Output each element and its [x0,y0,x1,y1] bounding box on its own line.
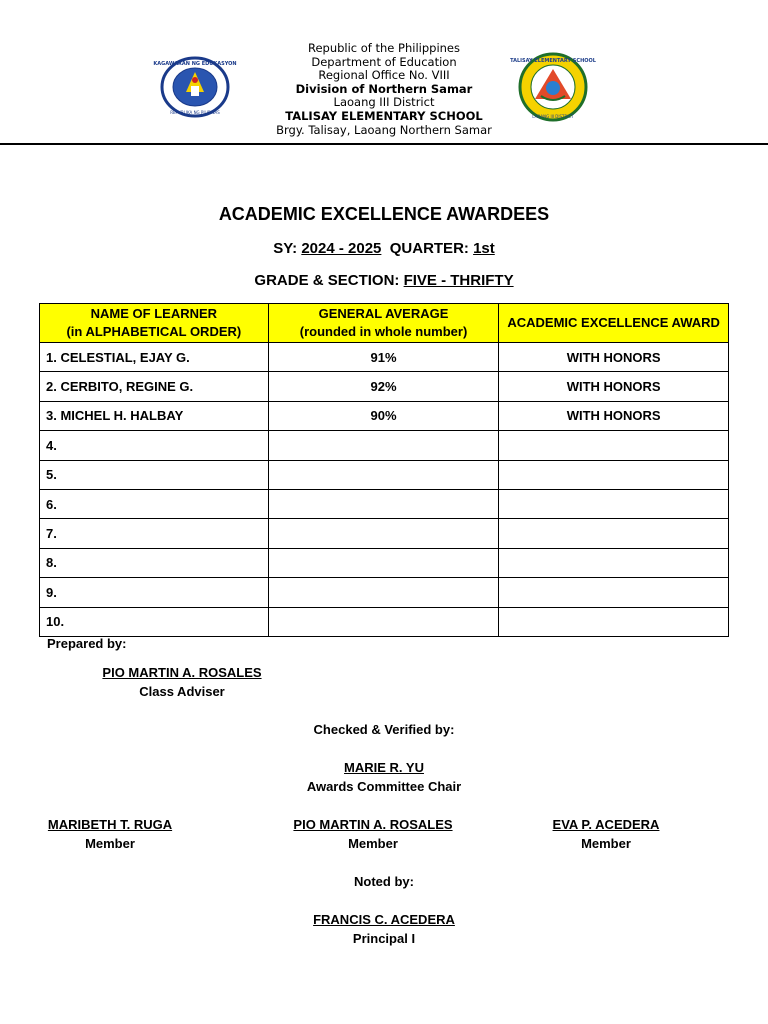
learner-name-cell: 7. [40,519,269,548]
learner-name-cell: 3. MICHEL H. HALBAY [40,401,269,430]
average-cell: 91% [268,343,499,372]
table-row [40,460,729,489]
award-cell [499,431,729,460]
table-row [40,489,729,518]
header-divider [0,143,768,145]
document-title: ACADEMIC EXCELLENCE AWARDEES [218,204,550,224]
sy-value: 2024 - 2025 [301,240,382,257]
quarter-label: QUARTER: [389,240,469,257]
award-cell: WITH HONORS [499,372,729,401]
principal-name: FRANCIS C. ACEDERA [313,912,455,927]
average-cell: 90% [268,401,499,430]
header-school: TALISAY ELEMENTARY SCHOOL [285,108,483,123]
table-row [40,431,729,460]
member-role: Member [581,836,631,851]
learner-name-cell: 6. [40,489,269,518]
award-cell: WITH HONORS [499,343,729,372]
chair-role: Awards Committee Chair [306,779,462,794]
learner-name-cell: 9. [40,578,269,607]
prepared-by-label: Prepared by: [47,636,127,651]
header-award-line1: ACADEMIC EXCELLENCE AWARD [507,315,720,330]
table-header-row [40,304,729,343]
award-cell [499,519,729,548]
table-row [40,548,729,577]
learner-name-cell: 8. [40,548,269,577]
table-row [40,343,729,372]
member-signature [531,815,681,853]
svg-text:REPUBLIKA NG PILIPINAS: REPUBLIKA NG PILIPINAS [170,110,220,115]
member-name: EVA P. ACEDERA [552,817,660,832]
school-year-line [0,240,768,257]
svg-text:KAGAWARAN NG EDUKASYON: KAGAWARAN NG EDUKASYON [153,61,237,67]
header-line-department: Department of Education [311,54,457,69]
average-cell [268,431,499,460]
header-line-republic: Republic of the Philippines [307,41,461,55]
header-average-line2: (rounded in whole number) [299,324,468,339]
column-header-name [40,304,269,343]
award-cell [499,548,729,577]
quarter-value: 1st [473,240,495,257]
letterhead [0,42,768,137]
average-cell [268,460,499,489]
member-role: Member [85,836,135,851]
average-cell [268,489,499,518]
header-district: Laoang III District [333,95,435,110]
member-name: MARIBETH T. RUGA [47,817,173,832]
column-header-award [499,304,729,343]
header-name-line1: NAME OF LEARNER [90,306,218,321]
member-role: Member [348,836,398,851]
grade-label: GRADE & SECTION: [254,272,400,289]
awardees-table [39,303,729,637]
header-line-region: Regional Office No. VIII [318,68,450,83]
average-cell [268,607,499,636]
average-cell [268,578,499,607]
sy-label: SY: [273,240,298,257]
adviser-role: Class Adviser [139,684,225,699]
table-row [40,519,729,548]
table-row [40,401,729,430]
learner-name-cell: 2. CERBITO, REGINE G. [40,372,269,401]
column-header-average [268,304,499,343]
checked-by-label: Checked & Verified by: [313,722,455,737]
member-signature [273,815,473,853]
svg-text:LAOANG III DISTRICT: LAOANG III DISTRICT [532,114,574,119]
principal-signature [234,910,534,948]
adviser-signature [82,663,282,701]
average-cell [268,548,499,577]
table-row [40,607,729,636]
award-cell [499,578,729,607]
adviser-name: PIO MARTIN A. ROSALES [102,665,262,680]
svg-text:TALISAY ELEMENTARY SCHOOL: TALISAY ELEMENTARY SCHOOL [510,58,596,64]
average-cell [268,519,499,548]
member-name: PIO MARTIN A. ROSALES [293,817,453,832]
header-division: Division of Northern Samar [295,81,473,96]
header-average-line1: GENERAL AVERAGE [318,306,449,321]
member-signature [35,815,185,853]
header-name-line2: (in ALPHABETICAL ORDER) [66,324,242,339]
noted-by-label: Noted by: [354,874,414,889]
table-row [40,372,729,401]
learner-name-cell: 5. [40,460,269,489]
chair-signature [234,758,534,796]
learner-name-cell: 1. CELESTIAL, EJAY G. [40,343,269,372]
principal-role: Principal I [352,931,416,946]
grade-value: FIVE - THRIFTY [403,272,514,289]
chair-name: MARIE R. YU [344,760,424,775]
award-cell [499,489,729,518]
table-row [40,578,729,607]
learner-name-cell: 10. [40,607,269,636]
average-cell: 92% [268,372,499,401]
award-cell [499,607,729,636]
award-cell: WITH HONORS [499,401,729,430]
award-cell [499,460,729,489]
grade-section-line [0,272,768,289]
learner-name-cell: 4. [40,431,269,460]
header-address: Brgy. Talisay, Laoang Northern Samar [276,122,492,137]
